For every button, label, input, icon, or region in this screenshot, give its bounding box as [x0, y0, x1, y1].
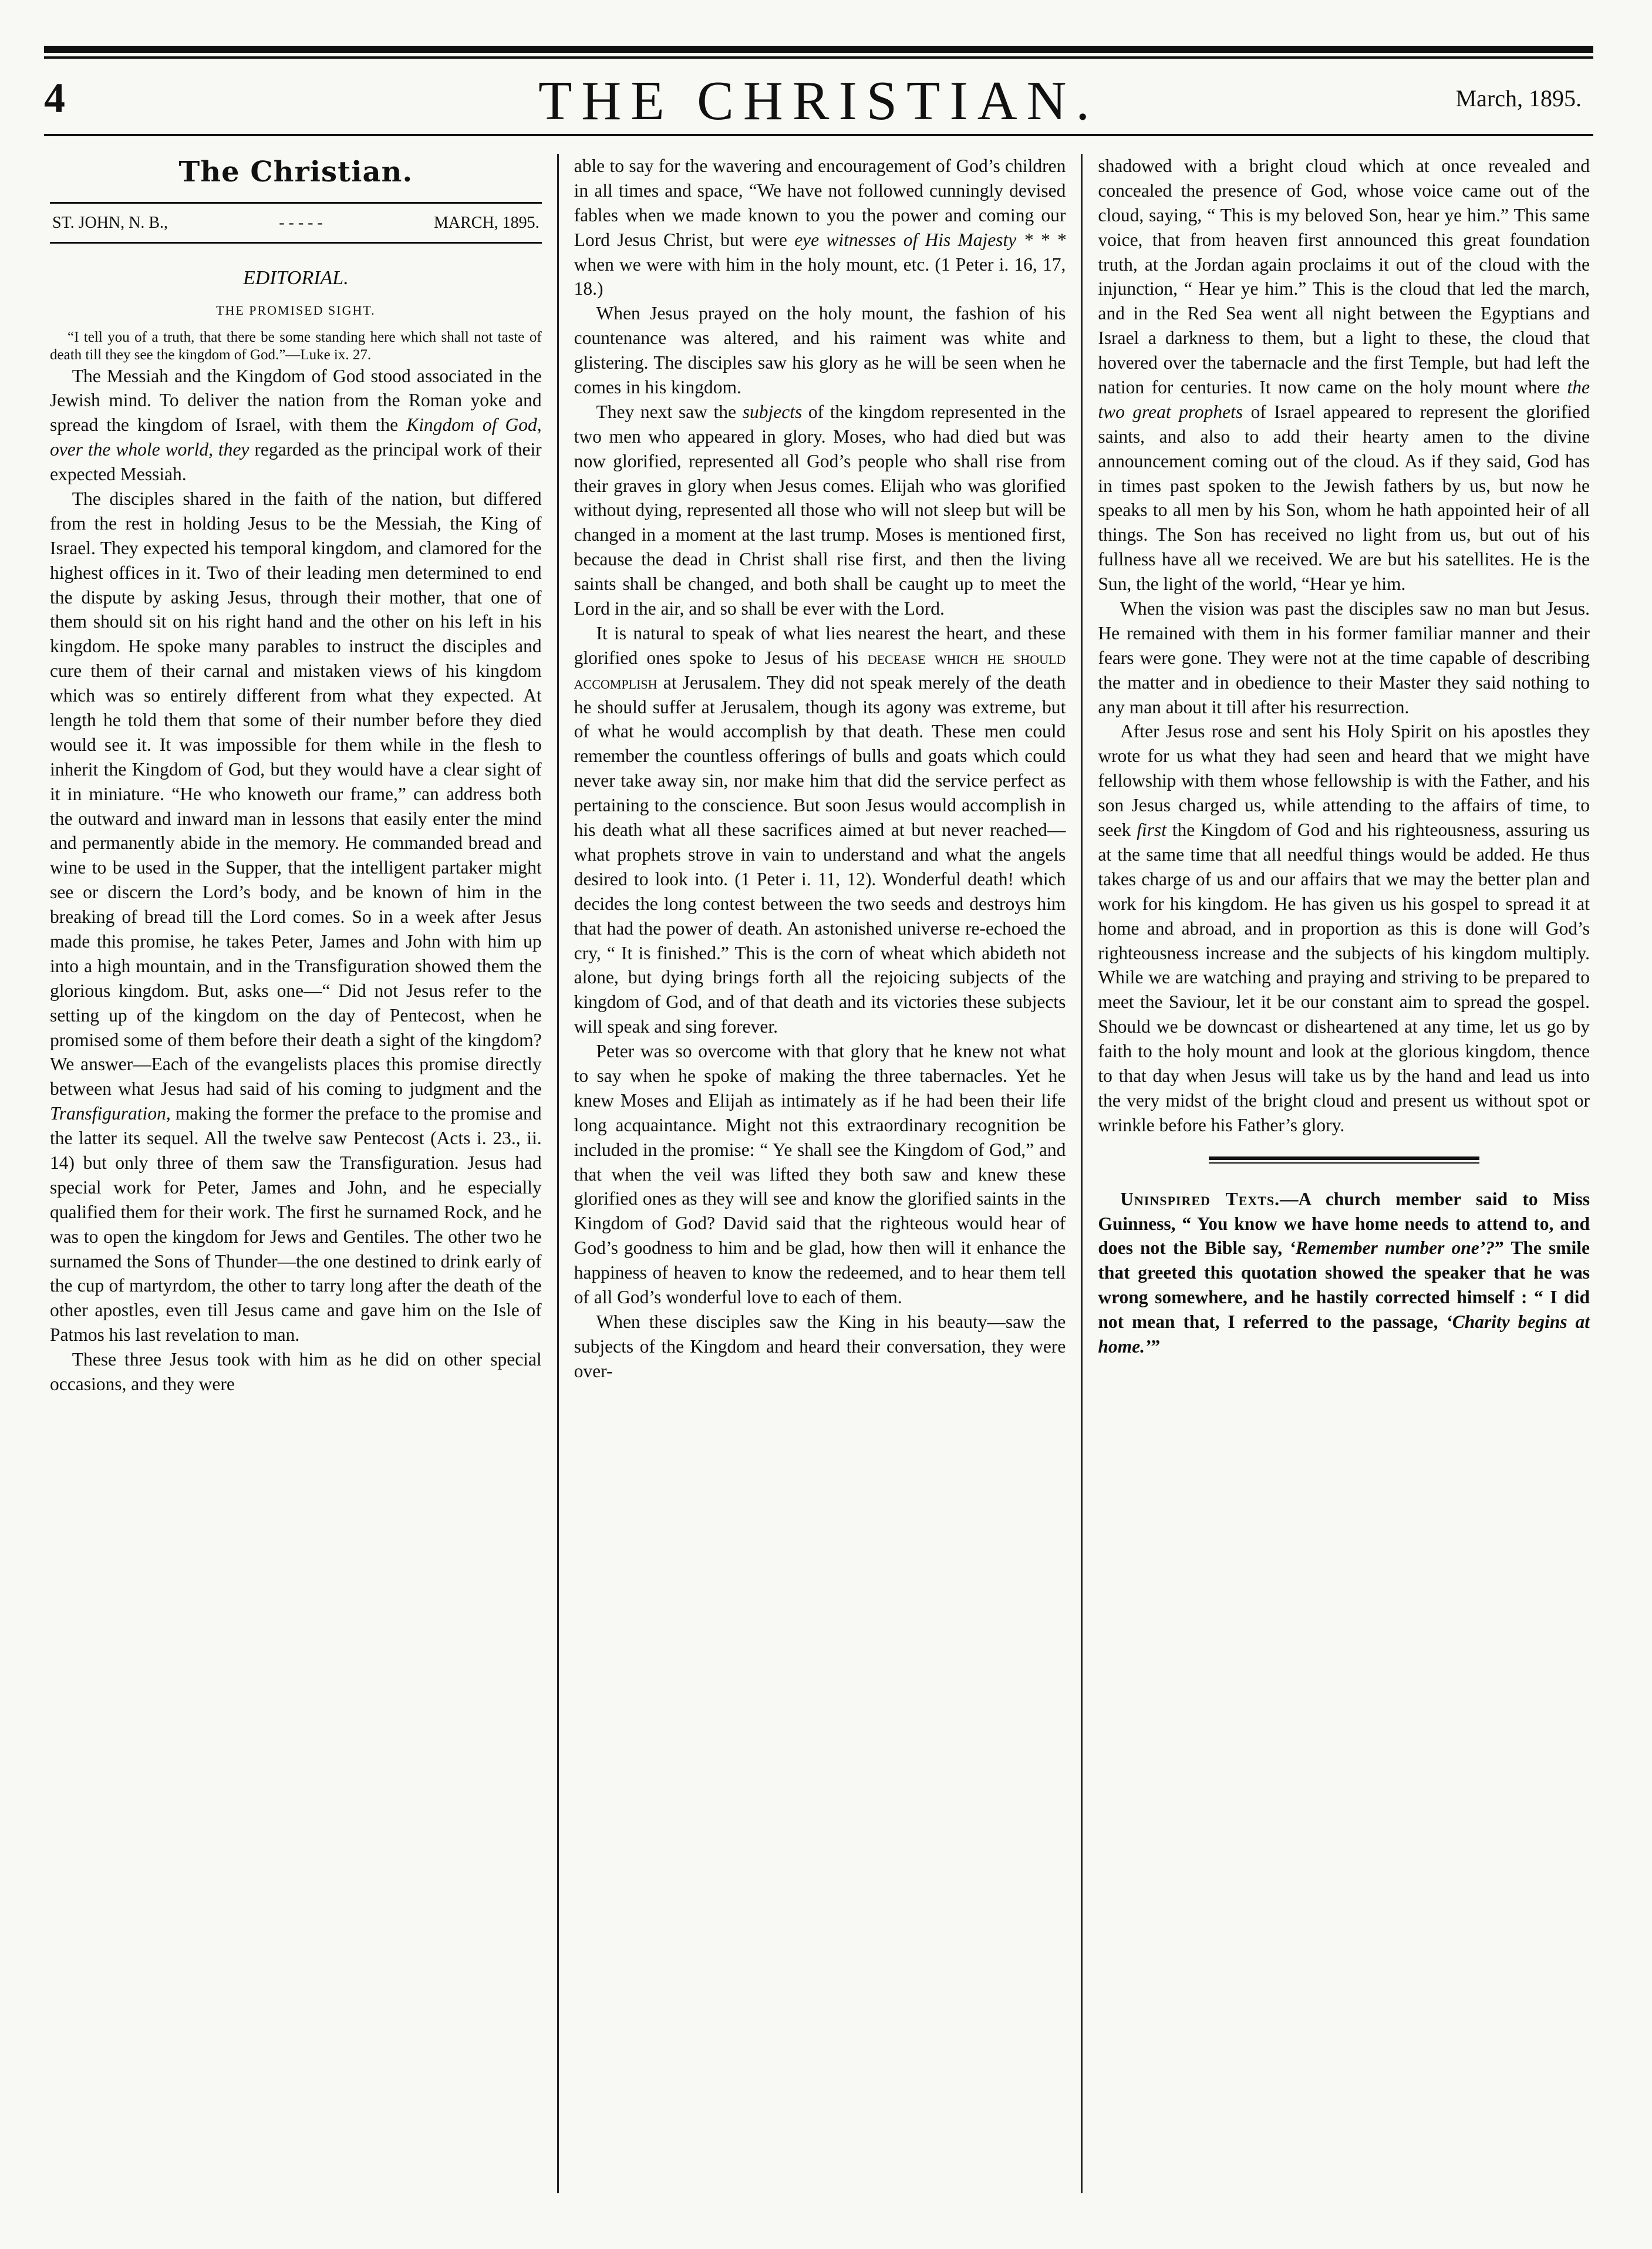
- paragraph: The disciples shared in the faith of the nation, but differed from the rest in holding Jesus to be the Messiah, the King of Israel. They expected his temporal kingdom, and clamored for the highest offices in it. Two of their leading men determined to end the dispute by asking Jesus, through their mother, that one of them should sit on his right hand and the other on his left in his kingdom. He spoke many parables to instruct the disciples and cure them of their carnal and mistaken views of his kingdom which was so entirely different from what they expected. At length he told them that some of their number before they died would see it. It was impossible for them while in the flesh to inherit the Kingdom of God, but they would have a clear sight of it in miniature. “He who knoweth our frame,” can address both the outward and inward man in lessons that easily enter the mind and permanently abide in the memory. He commanded bread and wine to be used in the Supper, that the intelligent partaker might see or discern the Lord’s body, and be known of him in the breaking of bread till the Lord comes. So in a week after Jesus made this promise, he takes Peter, James and John with him up into a high mountain, and in the Transfiguration showed them the glorious kingdom. But, asks one—“ Did not Jesus refer to the setting up of the kingdom on the day of Pentecost, when he promised some of them before their death a sight of the kingdom? We answer—Each of the evangelists places this promise directly between what Jesus had said of his coming to judgment and the Transfiguration, making the former the preface to the promise and the latter its sequel. All the twelve saw Pentecost (Acts i. 23., ii. 14) but only three of them saw the Transfiguration. Jesus had special work for Peter, James and John, and he especially qualified them for their work. The first he surnamed Rock, and he was to open the kingdom for Jews and Gentiles. The other two he surnamed the Sons of Thunder—the one destined to drink early of the cup of martyrdom, the other to tarry long after the death of the other apostles, even till Jesus came and gave him on the Isle of Patmos his last revelation to man.: [50, 488, 542, 1346]
- page-number: 4: [44, 75, 65, 122]
- paragraph: It is natural to speak of what lies nearest the heart, and these glorified ones spoke to Jesus of his decease which he should accomplish at Jerusalem. They did not speak merely of the death he should suffer at Jerusalem, though its agony was extreme, but of what he would accomplish by that death. These men could remember the countless offerings of bulls and goats which could never take away sin, nor make him that did the service perfect as pertaining to the conscience. But soon Jesus would accomplish in his death what all these sacrifices aimed at but never reached—what prophets strove in vain to understand and what the angels desired to look into. (1 Peter i. 11, 12). Wonderful death! which decides the long contest between the two seeds and destroys him that had the power of death. An astonished universe re-echoed the cry, “ It is finished.” This is the corn of wheat which abideth not alone, but dying brings forth all the rejoicing subjects of the kingdom of God, and of that death and its victories these subjects will speak and sing forever.: [574, 622, 1066, 1037]
- top-rule: [44, 46, 1593, 53]
- paragraph: After Jesus rose and sent his Holy Spirit on his apostles they wrote for us what they had seen and heard that we might have fellowship with them whose fellowship is with the Father, and his son Jesus charged us, while attending to the affairs of time, to seek first the Kingdom of God and his righteousness, assuring us at the same time that all needful things would be added. He thus takes charge of us and our affairs that we may the better plan and work for his kingdom. He has given us his gospel to spread it at home and abroad, and in proportion as this is done will God’s righteousness increase and the subjects of his kingdom multiply. While we are watching and praying and striving to be prepared to meet the Saviour, let it be our constant aim to spread the gospel. Should we be downcast or disheartened at any time, let us go by faith to the holy mount and look at the glorious kingdom, thence to that day when Jesus will take us by the hand and lead us into the very midst of the bright cloud and present us without spot or wrinkle before his Father’s glory.: [1098, 721, 1590, 1135]
- column-2: [557, 154, 1081, 2193]
- article-title: THE PROMISED SIGHT.: [216, 303, 376, 318]
- article-columns: [44, 154, 1593, 2193]
- paragraph: These three Jesus took with him as he did on other special occasions, and they were: [50, 1349, 542, 1395]
- note-heading: Uninspired Texts.: [1120, 1188, 1280, 1209]
- section-title: The Christian.: [178, 156, 413, 188]
- dateline-dashes: - - - - -: [279, 213, 323, 232]
- paragraph: When Jesus prayed on the holy mount, the fashion of his countenance was altered, and his raiment was white and glistering. The disciples saw his glory as he will be seen when he comes in his kingdom.: [574, 303, 1066, 398]
- column-1: [44, 154, 557, 2193]
- paragraph: able to say for the wavering and encouragement of God’s children in all times and space, “We have not followed cunningly devised fables when we made known to you the power and coming our Lord Jesus Christ, but were eye witnesses of His Majesty * * * when we were with him in the holy mount, etc. (1 Peter i. 16, 17, 18.): [574, 156, 1066, 299]
- paragraph: When the vision was past the disciples saw no man but Jesus. He remained with them in his former familiar manner and their fears were gone. They were not at the time capable of describing the matter and in obedience to their Master they said nothing to any man about it till after his resurrection.: [1098, 598, 1590, 717]
- dateline: [50, 202, 542, 244]
- paragraph: They next saw the subjects of the kingdom represented in the two men who appeared in glory. Moses, who had died but was now glorified, represented all God’s people who shall rise from their graves in glory when Jesus comes. Elijah who was glorified without dying, represented all those who will not sleep but will be changed in a moment at the last trump. Moses is mentioned first, because the dead in Christ shall rise first, and then the living saints shall be changed, and both shall be caught up to meet the Lord in the air, and so shall be ever with the Lord.: [574, 401, 1066, 619]
- epigraph: “I tell you of a truth, that there be some standing here which shall not taste of death till they see the kingdom of God.”—Luke ix. 27.: [50, 329, 542, 363]
- editorial-label: EDITORIAL.: [242, 267, 349, 289]
- note-paragraph: Uninspired Texts.—A church member said to Miss Guinness, “ You know we have home needs to attend to, and does not the Bible say, ‘Remember number one’?” The smile that greeted this quotation showed the speaker that he was wrong somewhere, and he hastily corrected himself : “ I did not mean that, I referred to the passage, ‘Charity begins at home.’”: [1098, 1188, 1590, 1357]
- paragraph: Peter was so overcome with that glory that he knew not what to say when he spoke of making the three tabernacles. Yet he knew Moses and Elijah as intimately as if he had been their life long acquaintance. Might not this extraordinary recognition be included in the promise: “ Ye shall see the Kingdom of God,” and that when the veil was lifted they both saw and knew these glorified ones as they will see and know the glorified saints in the Kingdom of God? David said that the righteous would hear of God’s goodness to him and be glad, how then will it enhance the happiness of heaven to know the redeemed, and to hear them tell of all God’s wonderful love to each of them.: [574, 1041, 1066, 1307]
- top-rule-thin: [44, 56, 1593, 59]
- paragraph: When these disciples saw the King in his beauty—saw the subjects of the Kingdom and heard their conversation, they were over-: [574, 1311, 1066, 1381]
- newspaper-title: THE CHRISTIAN.: [538, 70, 1100, 131]
- dateline-date: MARCH, 1895.: [433, 213, 540, 232]
- masthead: [44, 69, 1593, 136]
- paragraph: The Messiah and the Kingdom of God stood associated in the Jewish mind. To deliver the nation from the Roman yoke and spread the kingdom of Israel, with them the Kingdom of God, over the whole world, they regarded as the principal work of their expected Messiah.: [50, 365, 542, 485]
- paragraph: shadowed with a bright cloud which at once revealed and concealed the presence of God, whose voice came out of the cloud, saying, “ This is my beloved Son, hear ye him.” This same voice, that from heaven first announced this great foundation truth, at the Jordan again proclaims it out of the cloud with the injunction, “ Hear ye him.” This is the cloud that led the march, and in the Red Sea went all night between the Egyptians and Israel a darkness to them, but a light to these, the cloud that hovered over the tabernacle and the first Temple, but had left the nation for centuries. It now came on the holy mount where the two great prophets of Israel appeared to represent the glorified saints, and also to add their hearty amen to the divine announcement coming out of the cloud. As if they said, God has in times past spoken to the Jewish fathers by us, but now he speaks to all men by his Son, whom he hath appointed heir of all things. The Son has received no light from us, but out of his fullness have all we received. We are but his satellites. He is the Sun, the light of the world, “Hear ye him.: [1098, 156, 1590, 595]
- issue-date: March, 1895.: [1455, 85, 1582, 112]
- dateline-place: ST. JOHN, N. B.,: [52, 213, 168, 232]
- column-3: [1081, 154, 1593, 2193]
- section-divider: [1209, 1156, 1479, 1164]
